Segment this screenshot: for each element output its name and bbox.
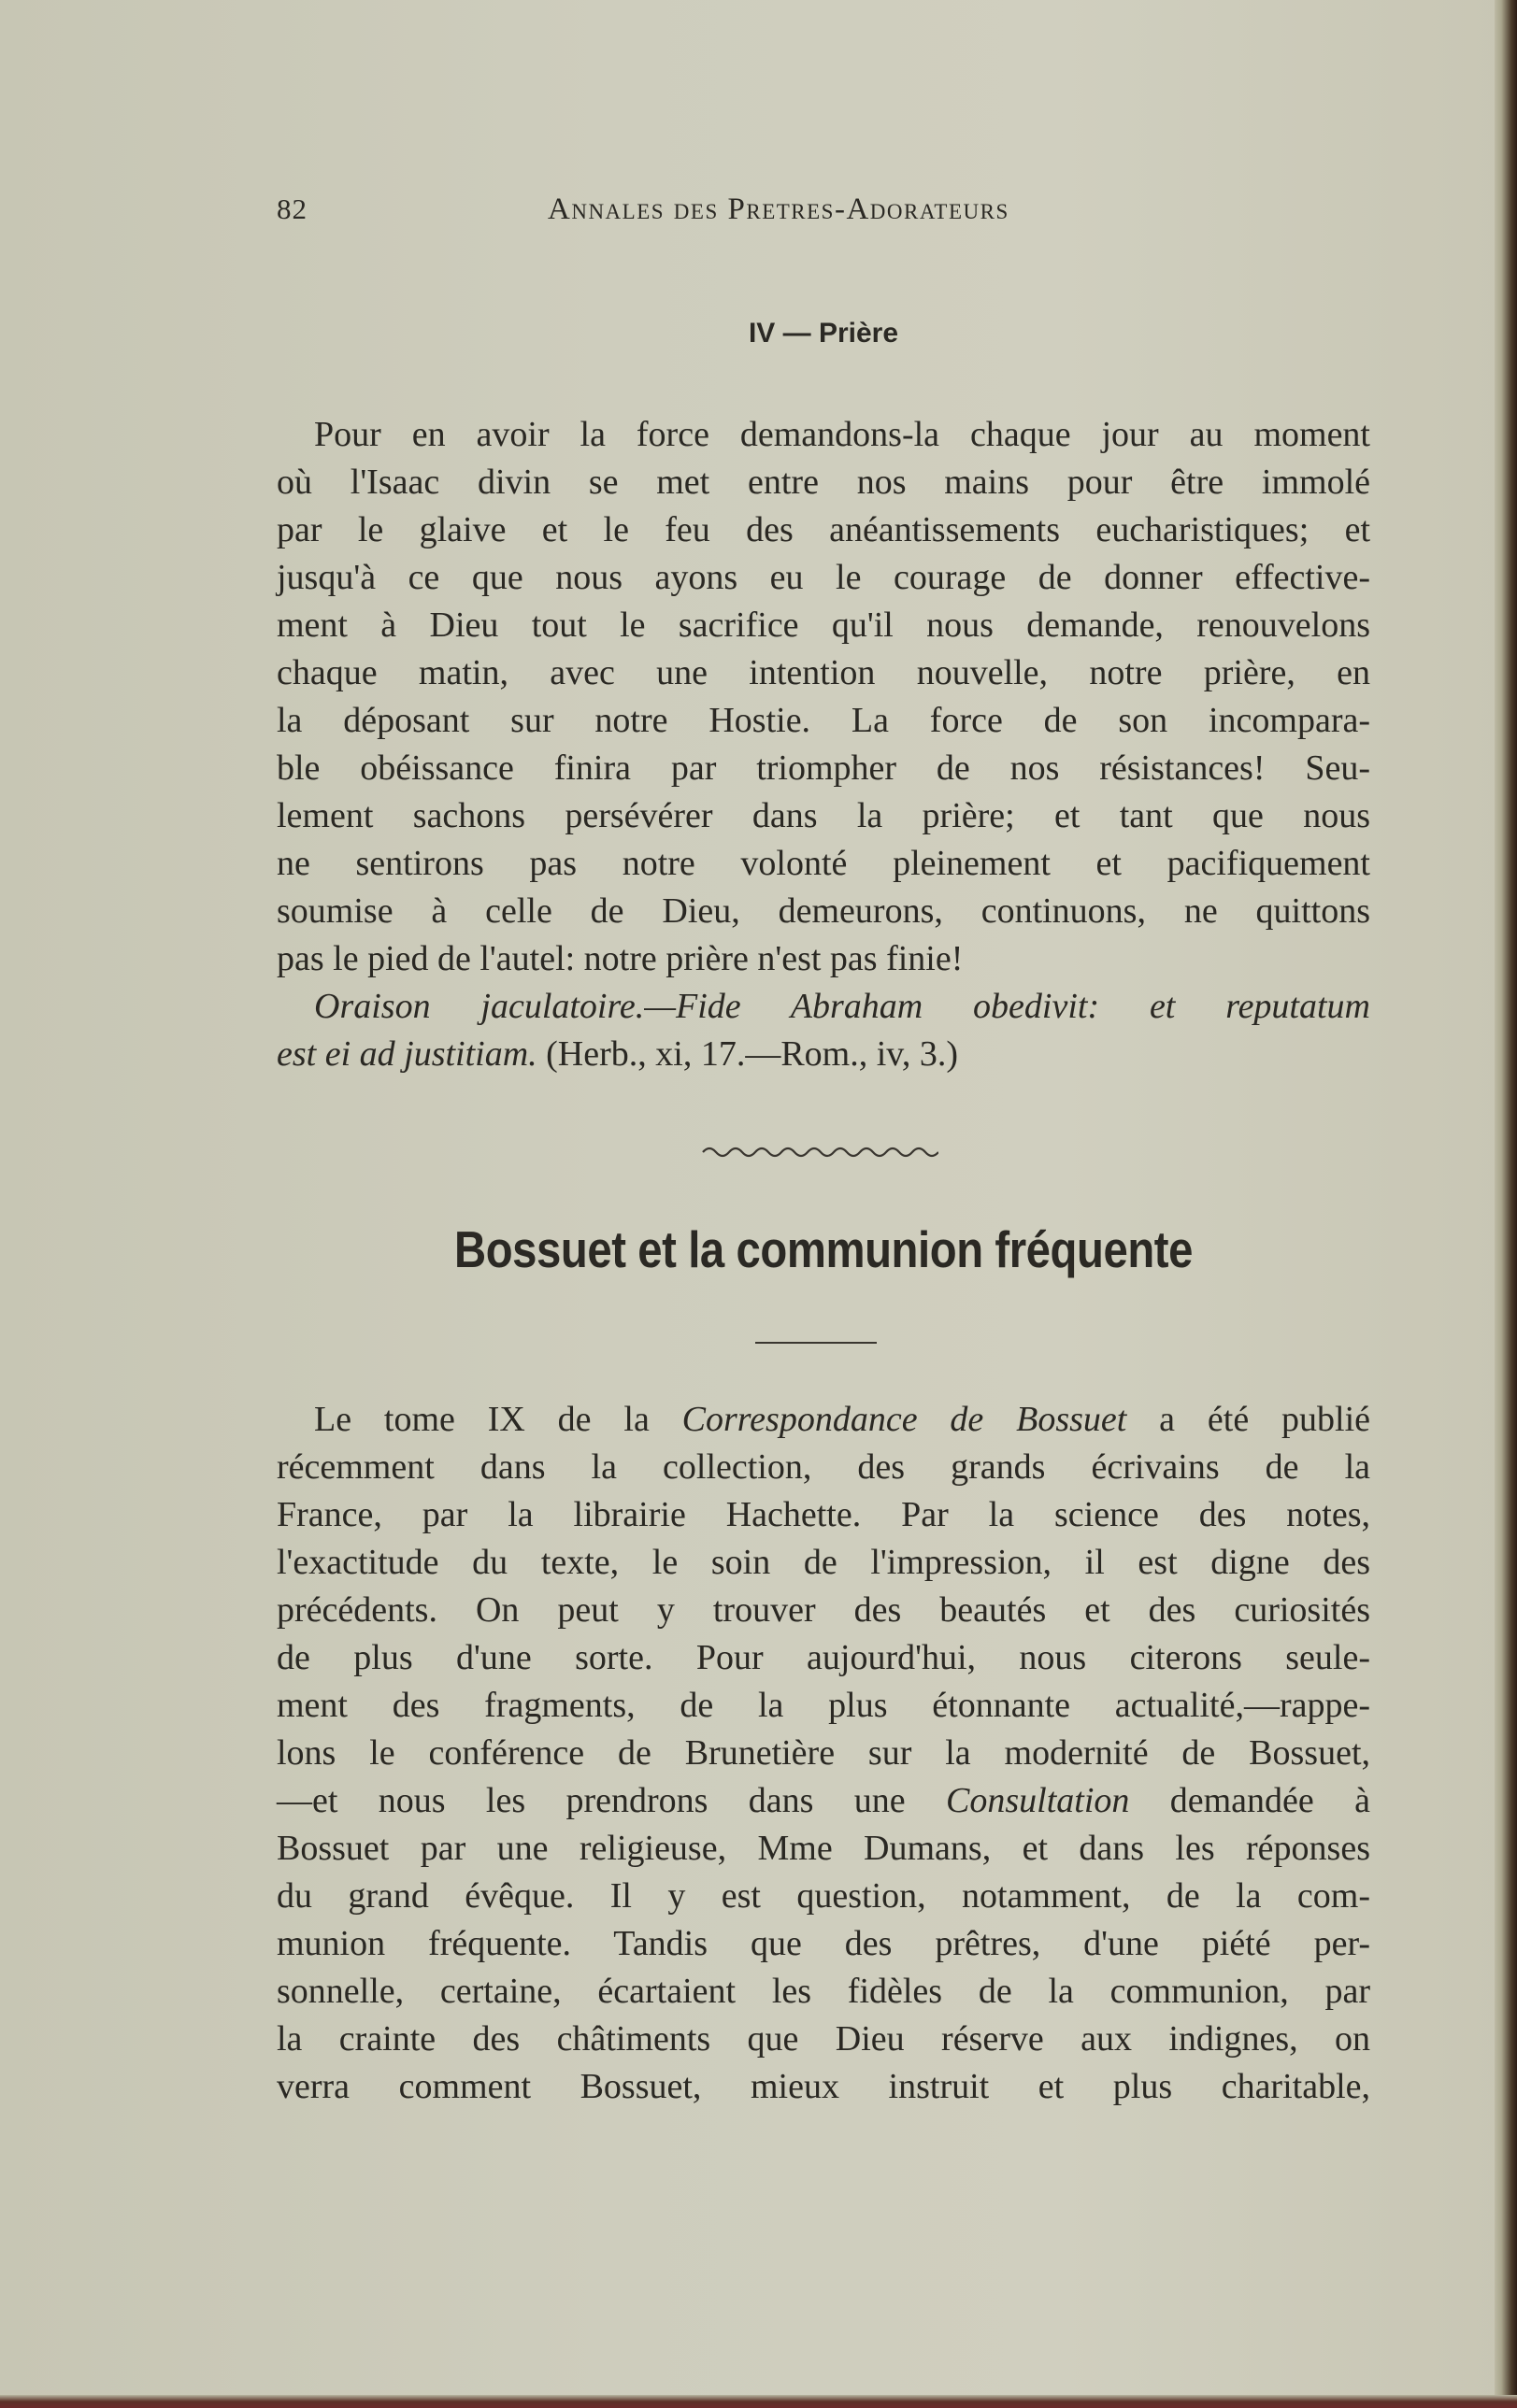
text-line: récemment dans la collection, des grands écrivains de la <box>277 1447 1370 1487</box>
book-bottom-edge <box>0 2395 1517 2408</box>
oraison-reference: (Herb., xi, 17.—Rom., iv, 3.) <box>537 1034 958 1074</box>
consultation-word: Consultation <box>946 1781 1130 1820</box>
book-spine-edge <box>1495 0 1517 2408</box>
text-line: munion fréquente. Tandis que des prêtres, d'une piété per- <box>277 1924 1370 1963</box>
text-line: de plus d'une sorte. Pour aujourd'hui, nous citerons seule- <box>277 1638 1370 1677</box>
text-line: Bossuet par une religieuse, Mme Dumans, et dans les réponses <box>277 1829 1370 1868</box>
text-fragment: —et nous les prendrons dans une <box>277 1781 947 1820</box>
text-line: lement sachons persévérer dans la prière; et tant que nous <box>277 796 1370 835</box>
wavy-ornament <box>701 1142 938 1162</box>
text-line: ble obéissance finira par triompher de nos résistances! Seu- <box>277 748 1370 788</box>
text-line: précédents. On peut y trouver des beautés et des curiosités <box>277 1590 1370 1630</box>
text-line: Pour en avoir la force demandons-la chaque jour au moment <box>314 415 1370 454</box>
oraison-line <box>277 983 1370 1031</box>
text-line: par le glaive et le feu des anéantissements eucharistiques; et <box>277 510 1370 549</box>
running-title: Annales des Pretres-Adorateurs <box>548 192 1009 226</box>
text-line: la déposant sur notre Hostie. La force de son incompara- <box>277 701 1370 740</box>
text-line: ment des fragments, de la plus étonnante actualité,—rappe- <box>277 1686 1370 1725</box>
text-line <box>277 1777 1370 1825</box>
oraison-italic: Oraison jaculatoire.—Fide Abraham obedivit: et reputatum <box>314 987 1370 1026</box>
text-line: jusqu'à ce que nous ayons eu le courage de donner effective- <box>277 558 1370 597</box>
text-fragment: demandée à <box>1129 1781 1370 1820</box>
text-line: chaque matin, avec une intention nouvelle, notre prière, en <box>277 653 1370 692</box>
text-fragment: Le tome IX de la <box>314 1400 682 1439</box>
text-line: du grand évêque. Il y est question, notamment, de la com- <box>277 1876 1370 1916</box>
text-fragment: a été publié <box>1126 1400 1371 1439</box>
text-line <box>277 1396 1370 1444</box>
title-rule <box>755 1342 877 1344</box>
text-line: France, par la librairie Hachette. Par la science des notes, <box>277 1495 1370 1534</box>
page-header <box>277 187 1370 234</box>
text-line: la crainte des châtiments que Dieu réserve aux indignes, on <box>277 2019 1370 2059</box>
priere-paragraph <box>277 411 1370 1078</box>
text-line: soumise à celle de Dieu, demeurons, continuons, ne quittons <box>277 891 1370 931</box>
text-line: verra comment Bossuet, mieux instruit et plus charitable, <box>277 2067 1370 2106</box>
text-line: ne sentirons pas notre volonté pleinement et pacifiquement <box>277 844 1370 883</box>
page-number: 82 <box>277 192 308 225</box>
article-title: Bossuet et la communion fréquente <box>453 1220 1194 1278</box>
bossuet-paragraph <box>277 1396 1370 2111</box>
text-line: où l'Isaac divin se met entre nos mains pour être immolé <box>277 463 1370 502</box>
section-heading: IV — Prière <box>748 318 899 349</box>
text-line: sonnelle, certaine, écartaient les fidèles de la communion, par <box>277 1972 1370 2011</box>
text-line: pas le pied de l'autel: notre prière n'est pas finie! <box>277 939 964 978</box>
text-line: lons le conférence de Brunetière sur la modernité de Bossuet, <box>277 1733 1370 1773</box>
oraison-italic: est ei ad justitiam. <box>277 1034 537 1074</box>
oraison-line <box>277 1031 1370 1078</box>
text-line: l'exactitude du texte, le soin de l'impression, il est digne des <box>277 1543 1370 1582</box>
book-title: Correspondance de Bossuet <box>681 1400 1127 1439</box>
text-line: ment à Dieu tout le sacrifice qu'il nous demande, renouvelons <box>277 606 1370 645</box>
